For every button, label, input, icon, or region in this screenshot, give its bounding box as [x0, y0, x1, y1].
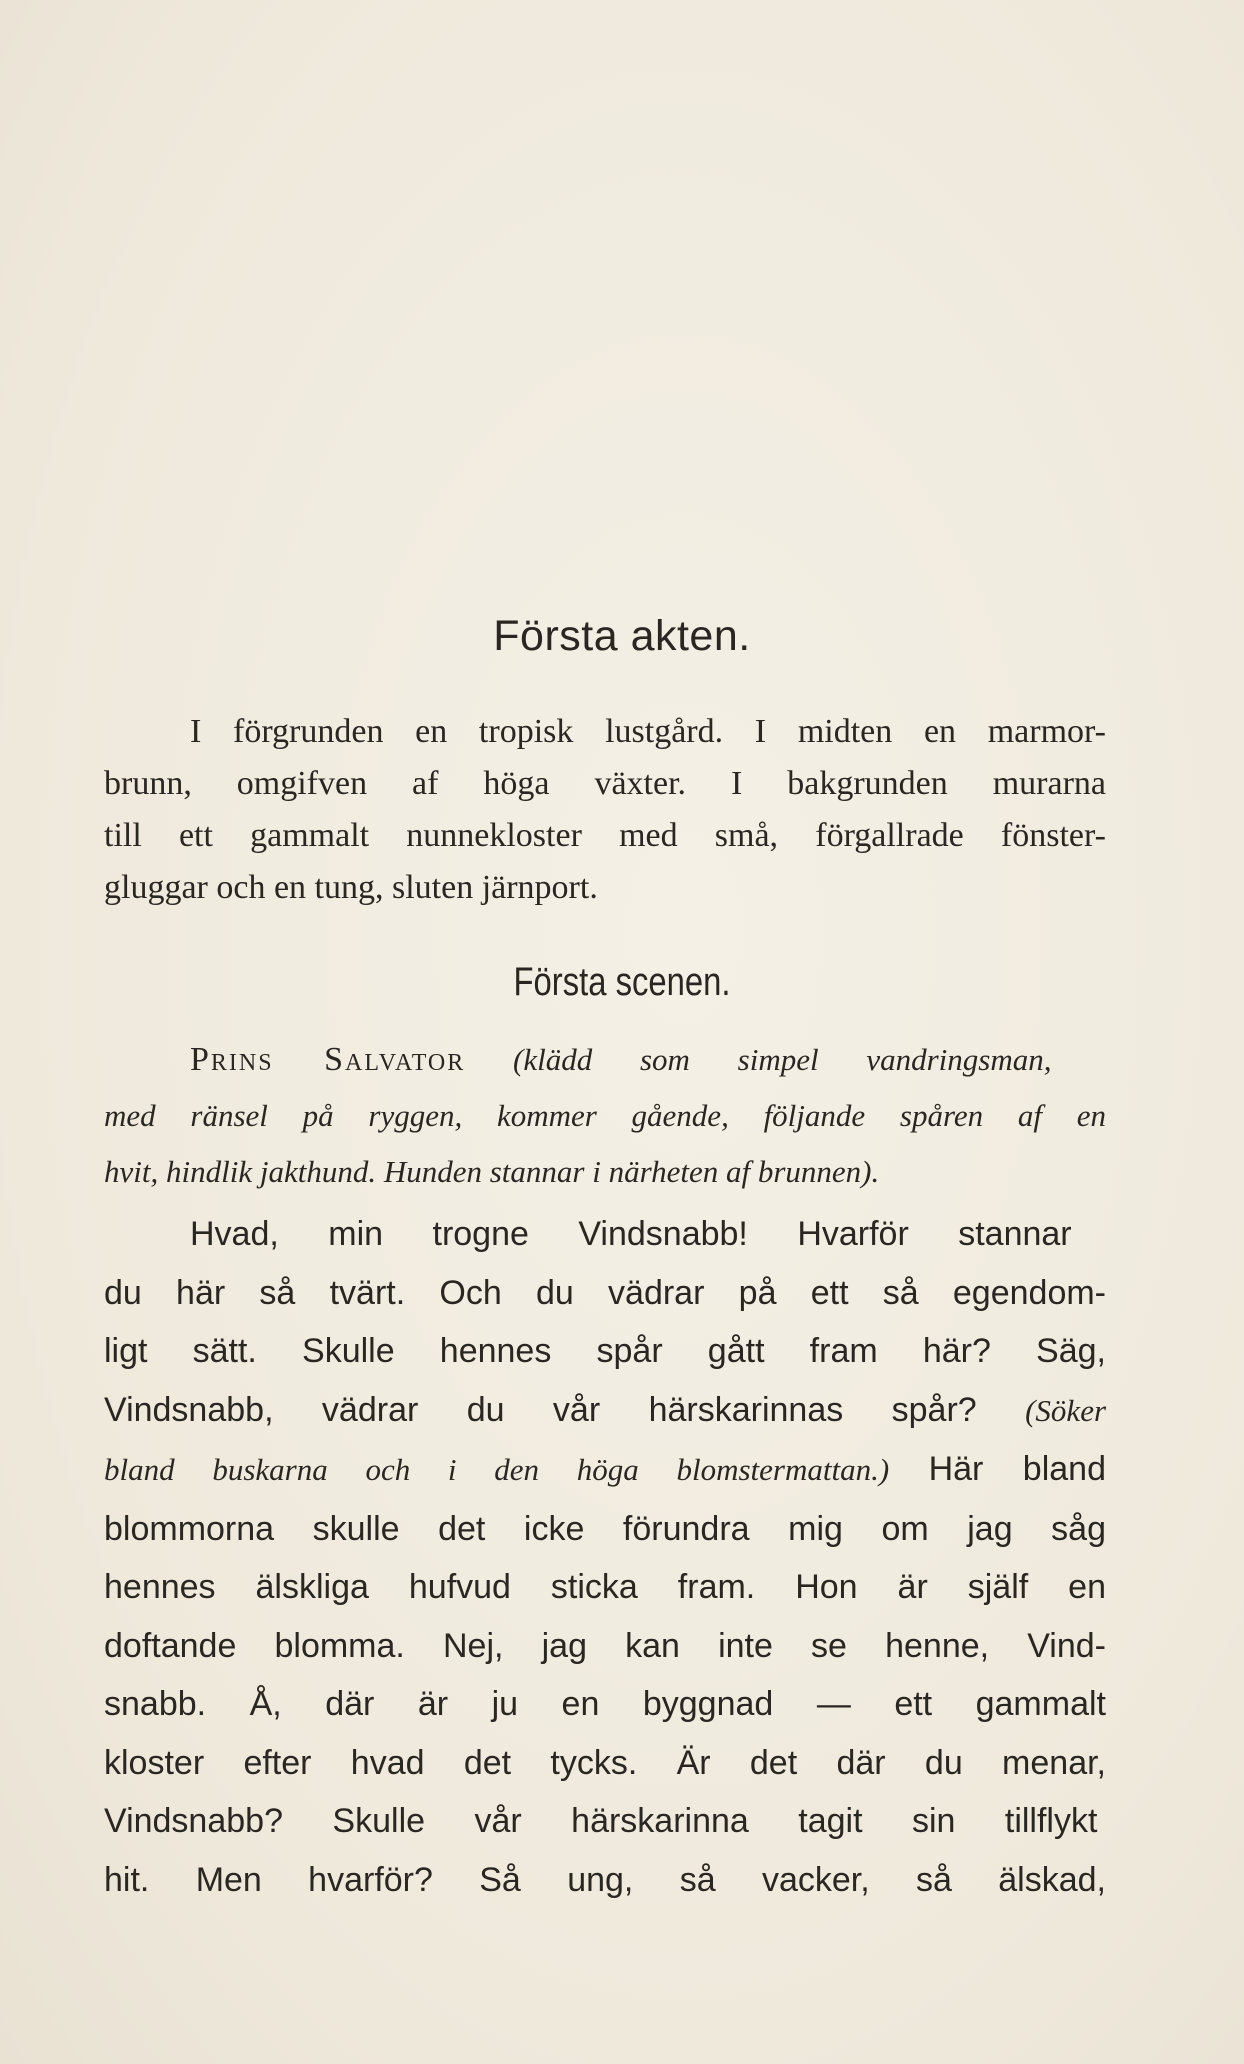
setting-line: I förgrunden en tropisk lustgård. I midten en marmor-	[190, 713, 1106, 750]
speech-line: Vindsnabb? Skulle vår härskarinna tagit sin tillflykt	[104, 1802, 1098, 1840]
setting-line: gluggar och en tung, sluten järnport.	[104, 869, 598, 906]
speech	[104, 1205, 1106, 1909]
speech-line	[104, 1381, 1106, 1441]
speech-line: kloster efter hvad det tycks. Är det där du menar,	[104, 1743, 1106, 1782]
stage-line	[104, 1032, 1106, 1088]
speech-line: hennes älskliga hufvud sticka fram. Hon är själf en	[104, 1568, 1106, 1606]
stage-direction	[104, 1032, 1106, 1200]
speech-line: Hvad, min trogne Vindsnabb! Hvarför stannar	[190, 1215, 1072, 1253]
speech-line: doftande blomma. Nej, jag kan inte se henne, Vind-	[104, 1626, 1106, 1665]
speech-direction: bland buskarna och i den höga blomstermattan.)	[104, 1452, 890, 1487]
speech-line: du här så tvärt. Och du vädrar på ett så egendom-	[104, 1273, 1106, 1312]
speech-line: hit. Men hvarför? Så ung, så vacker, så älskad,	[104, 1860, 1106, 1899]
act-title: Första akten.	[493, 612, 751, 660]
speech-direction: (Söker	[1025, 1392, 1107, 1428]
scene-title: Första scenen.	[513, 960, 731, 1004]
speech-line: snabb. Å, där är ju en byggnad — ett gammalt	[104, 1685, 1106, 1723]
stage-line: med ränsel på ryggen, kommer gående, följande spåren af en	[104, 1098, 1106, 1133]
stage-line: hvit, hindlik jakthund. Hunden stannar i närheten af brunnen).	[104, 1154, 880, 1189]
stage-direction-text: (klädd som simpel vandringsman,	[513, 1042, 1052, 1077]
speech-line	[104, 1440, 1106, 1500]
setting-line: till ett gammalt nunnekloster med små, förgallrade fönster-	[104, 817, 1106, 854]
speaker-name: Prins Salvator	[190, 1041, 466, 1078]
speech-text: Här bland	[928, 1450, 1106, 1488]
setting-description	[104, 706, 1106, 914]
setting-line: brunn, omgifven af höga växter. I bakgrunden murarna	[104, 765, 1106, 802]
speech-line: ligt sätt. Skulle hennes spår gått fram här? Säg,	[104, 1332, 1106, 1370]
speech-line: blommorna skulle det icke förundra mig om jag såg	[104, 1509, 1106, 1548]
speech-text: Vindsnabb, vädrar du vår härskarinnas spår?	[104, 1390, 977, 1429]
